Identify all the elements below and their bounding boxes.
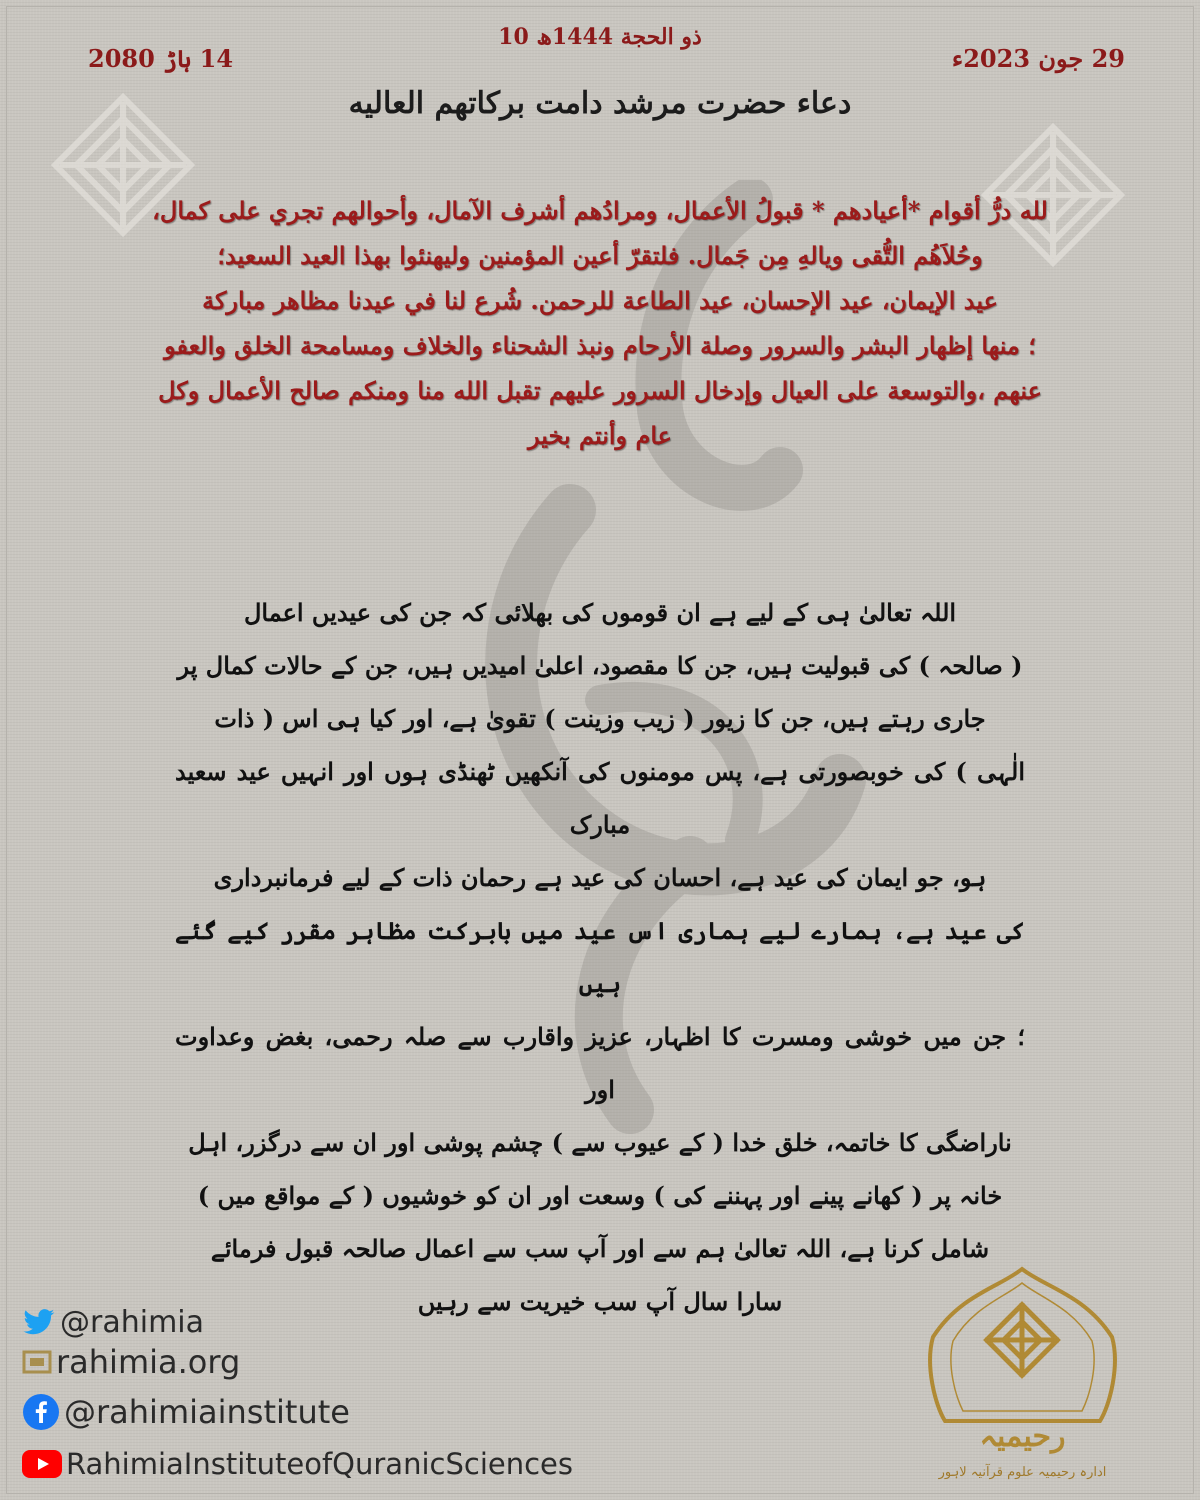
arabic-line: لله درُّ أقوام *أعيادهم * قبولُ الأعمال، ومرادُهم أشرف الآمال، وأحوالهم تجري على كمال، [152, 196, 1048, 225]
urdu-line: کی عید ہے، ہمارے لیے ہماری اس عید میں بابرکت مظاہر مقرر کیے گئے ہیں [175, 916, 1025, 998]
arabic-line: عنهم ،والتوسعة على العيال وإدخال السرور عليهم تقبل الله منا ومنكم صالح الأعمال وكل [158, 376, 1042, 405]
arabic-dua [88, 188, 1112, 458]
logo-name: رحیمیہ [979, 1419, 1066, 1454]
urdu-line: ( صالحہ ) کی قبولیت ہیں، جن کا مقصود، اعلیٰ امیدیں ہیں، جن کے حالات کمال پر [177, 651, 1023, 680]
facebook-link[interactable] [22, 1393, 350, 1431]
arabic-line: عيد الإيمان، عيد الإحسان، عيد الطاعة للرحمن. شُرع لنا في عيدنا مظاهر مباركة [202, 286, 998, 315]
twitter-handle: @rahimia [60, 1305, 205, 1340]
youtube-icon [22, 1450, 62, 1478]
urdu-line: شامل کرنا ہے، اللہ تعالیٰ ہم سے اور آپ سب سے اعمال صالحہ قبول فرمائے [210, 1234, 990, 1263]
website-url: rahimia.org [56, 1343, 241, 1381]
urdu-line: ؛ جن میں خوشی ومسرت کا اظہار، عزیز واقارب سے صلہ رحمی، بغض وعداوت اور [175, 1022, 1025, 1104]
twitter-icon [22, 1309, 56, 1337]
page-title: دعاء حضرت مرشد دامت برکاتهم العاليه [348, 86, 852, 121]
urdu-line: سارا سال آپ سب خیریت سے رہیں [417, 1287, 783, 1316]
urdu-line: ہو، جو ایمان کی عید ہے، احسان کی عید ہے رحمان ذات کے لیے فرمانبرداری [213, 863, 987, 892]
youtube-channel: RahimiaInstituteofQuranicSciences [66, 1447, 573, 1481]
urdu-line: اللہ تعالیٰ ہی کے لیے ہے ان قوموں کی بھلائی کہ جن کی عیدیں اعمال [243, 598, 957, 627]
twitter-link[interactable] [22, 1305, 204, 1340]
logo-subtitle: ادارہ رحیمیہ علوم قرآنیہ لاہور [938, 1465, 1107, 1480]
arabic-line: عام وأنتم بخير [527, 421, 672, 450]
institute-logo [905, 1265, 1140, 1490]
gregorian-date: 29 جون 2023ء [951, 44, 1125, 73]
logo-emblem [905, 1265, 1140, 1425]
website-link[interactable] [22, 1343, 240, 1381]
facebook-icon [22, 1393, 60, 1431]
arabic-line: وحُلاَهُم التُّقى ويالهِ مِن جَمال. فلتقرّ أعين المؤمنين وليهنئوا بهذا العيد السعيد؛ [217, 241, 983, 270]
facebook-handle: @rahimiainstitute [64, 1393, 350, 1431]
urdu-line: ناراضگی کا خاتمہ، خلق خدا ( کے عیوب سے ) چشم پوشی اور ان سے درگزر، اہل [188, 1128, 1012, 1157]
hijri-date: 10 ذو الحجة 1444ھ [498, 24, 702, 50]
urdu-line: الٰہی ) کی خوبصورتی ہے، پس مومنوں کی آنکھیں ٹھنڈی ہوں اور انہیں عید سعید مبارک [175, 757, 1025, 839]
globe-icon [22, 1348, 52, 1376]
arabic-line: ؛ منها إظهار البشر والسرور وصلة الأرحام ونبذ الشحناء والخلاف ومسامحة الخلق والعفو [164, 331, 1036, 360]
urdu-line: خانہ پر ( کھانے پینے اور پہننے کی ) وسعت اور ان کو خوشیوں ( کے مواقع میں ) [197, 1181, 1003, 1210]
urdu-translation [175, 586, 1025, 1328]
youtube-link[interactable] [22, 1447, 573, 1481]
urdu-line: جاری رہتے ہیں، جن کا زیور ( زیب وزینت ) تقویٰ ہے، اور کیا ہی اس ( ذات [214, 704, 986, 733]
bikrami-date: 14 ہاڑ 2080 [88, 44, 234, 73]
